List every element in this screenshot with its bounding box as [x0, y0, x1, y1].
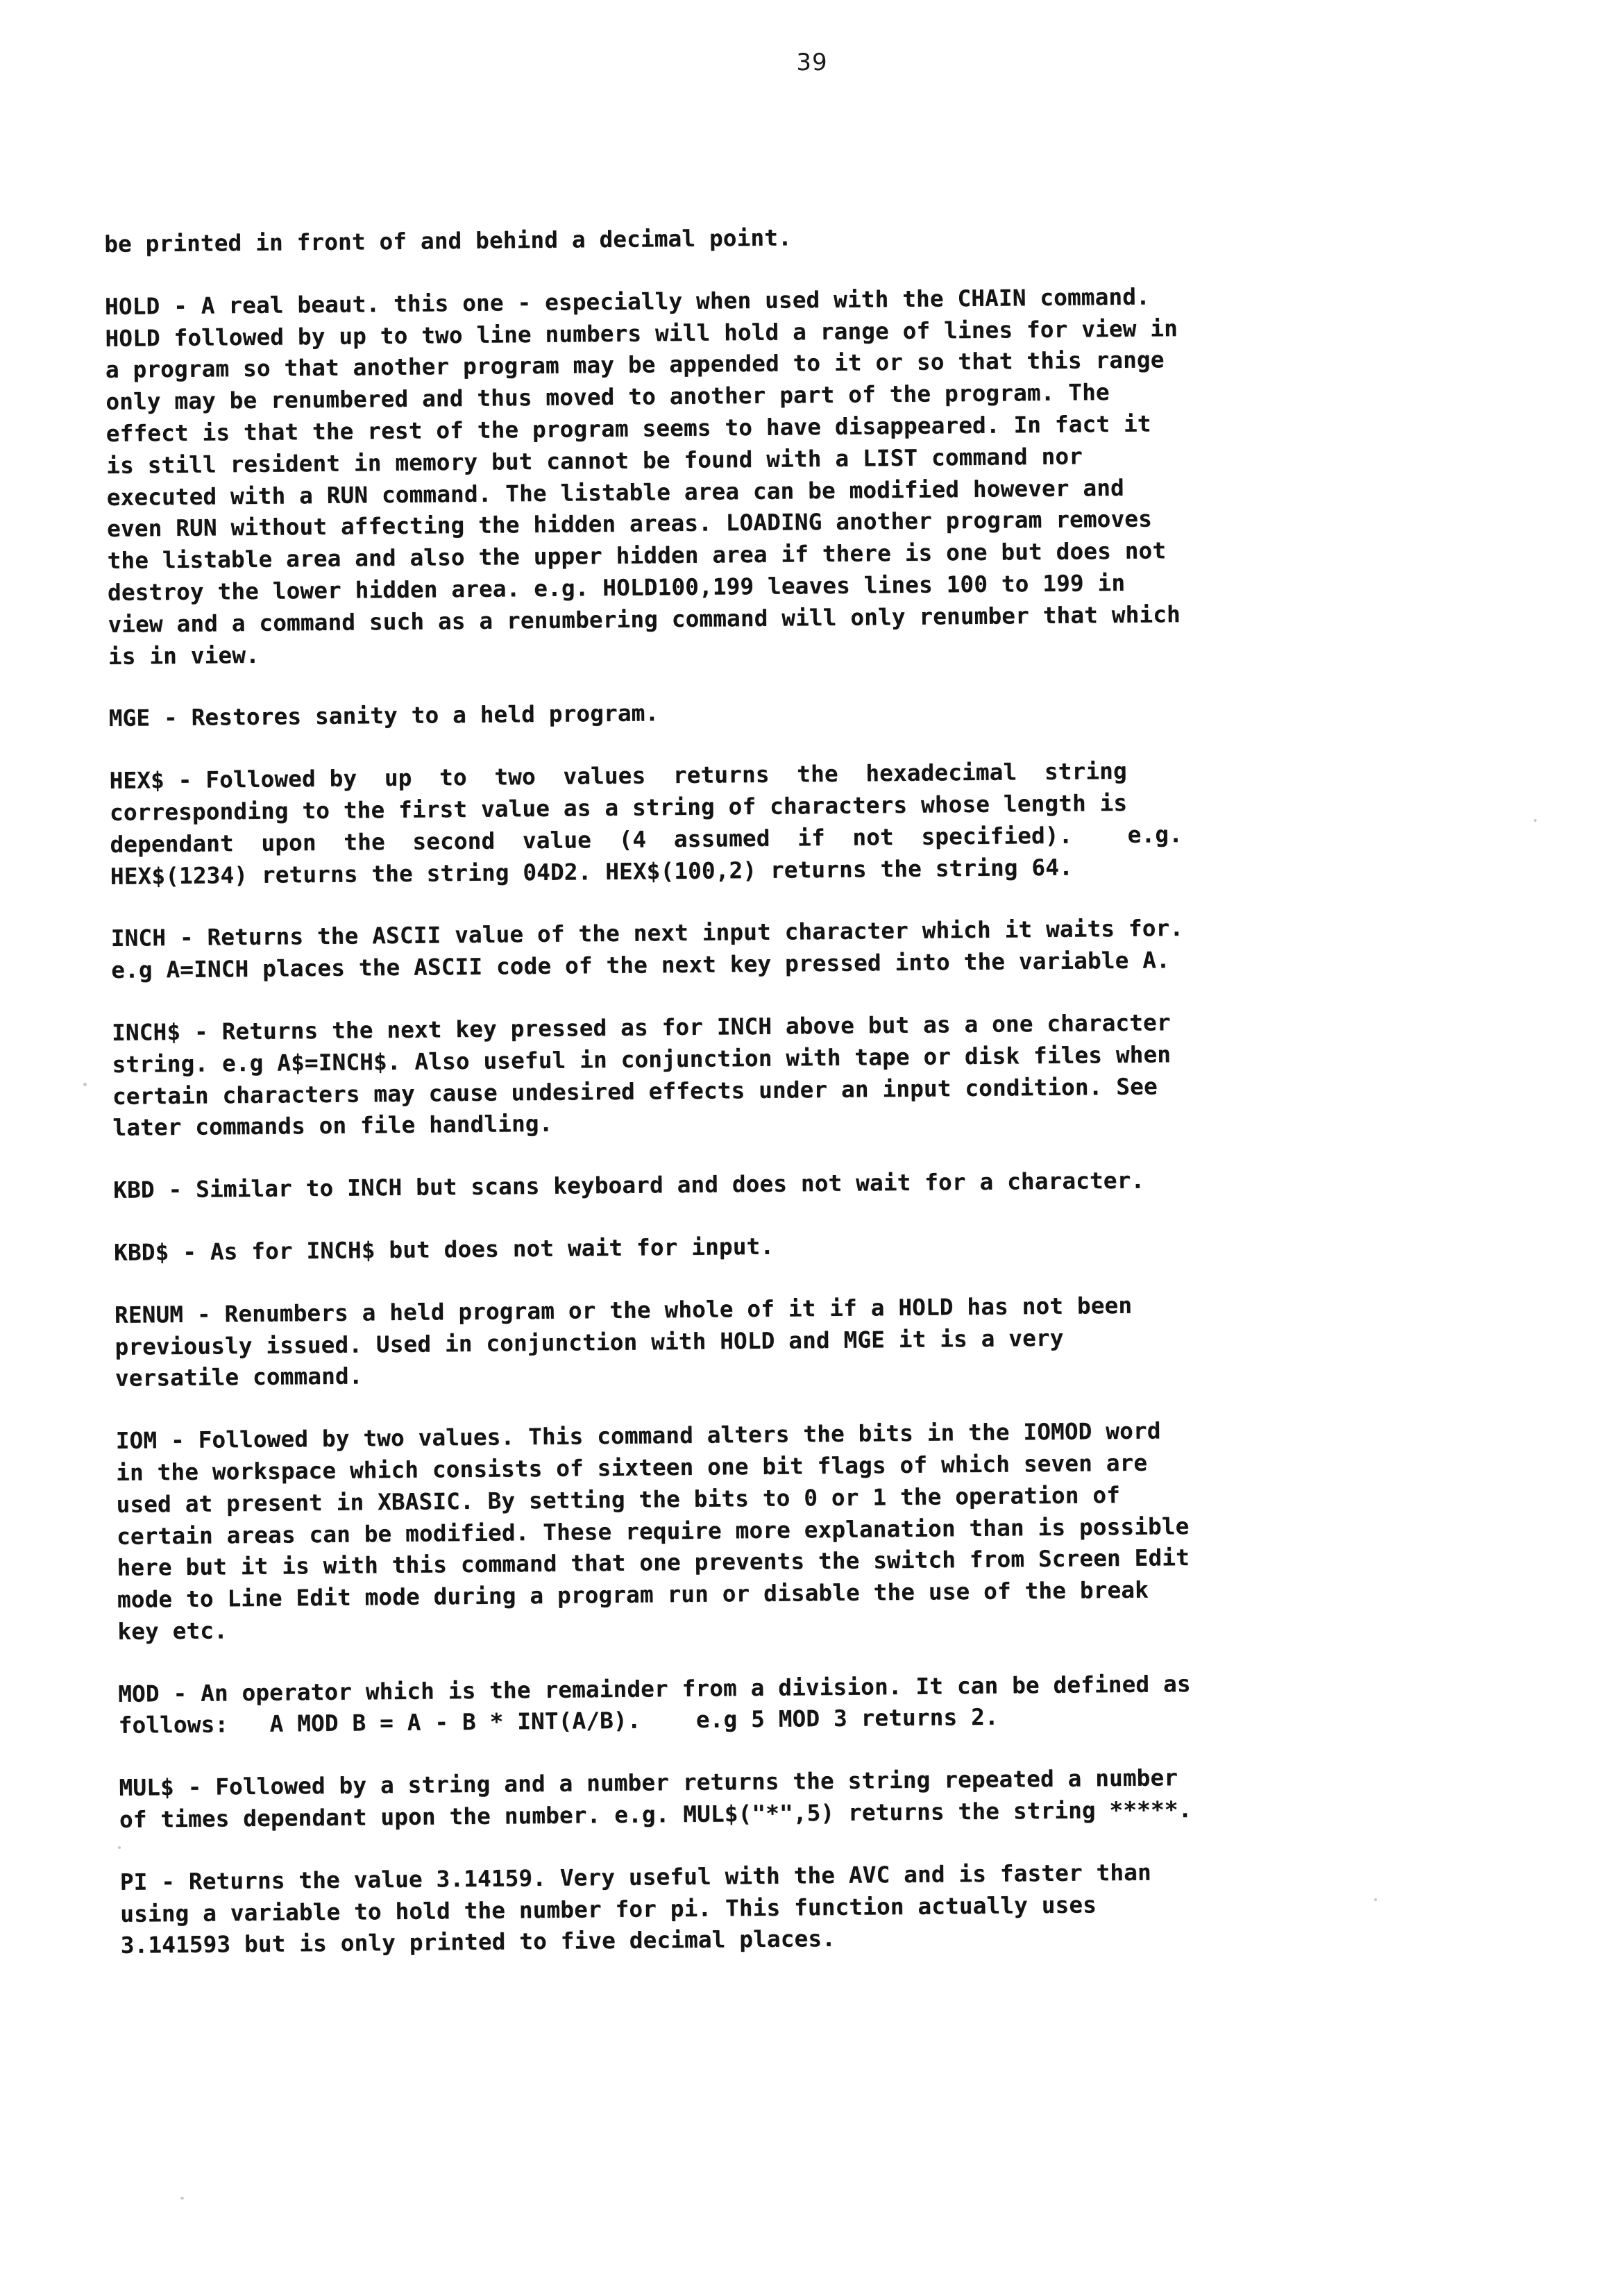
scan-speck — [1534, 819, 1537, 822]
text-line: later commands on file handling. — [112, 1111, 553, 1142]
text-line: MUL$ - Followed by a string and a number returns the string repeated a number — [119, 1764, 1178, 1802]
text-line: only may be renumbered and thus moved to another part of the program. The — [105, 379, 1110, 416]
paragraph-inch-string — [112, 1005, 1432, 1145]
text-line: is in view. — [108, 641, 260, 670]
text-line: 3.141593 but is only printed to five decimal places. — [120, 1925, 836, 1959]
text-line: RENUM - Renumbers a held program or the whole of it if a HOLD has not been — [114, 1292, 1133, 1328]
text-line: mode to Line Edit mode during a program run or disable the use of the break — [117, 1576, 1149, 1614]
paragraph-kbd — [113, 1163, 1432, 1207]
text-line: KBD$ - As for INCH$ but does not wait for input. — [113, 1233, 775, 1266]
scan-speck — [83, 1083, 87, 1086]
text-line: using a variable to hold the number for pi. This function actually uses — [120, 1891, 1097, 1927]
text-line: used at present in XBASIC. By setting the bits to 0 or 1 the operation of — [116, 1481, 1121, 1518]
paragraph-iom — [116, 1413, 1437, 1648]
text-line: follows: A MOD B = A - B * INT(A/B). e.g 5 MOD 3 returns 2. — [118, 1704, 999, 1739]
paragraph-mge — [109, 691, 1428, 735]
text-line: of times dependant upon the number. e.g. MUL$("*",5) returns the string *****. — [119, 1796, 1192, 1833]
paragraph-pi — [120, 1855, 1439, 1963]
paragraph-renum — [115, 1287, 1434, 1395]
text-line: key etc. — [117, 1617, 228, 1645]
text-line: in the workspace which consists of sixteen one bit flags of which seven are — [116, 1449, 1148, 1486]
text-line: HOLD followed by up to two line numbers will hold a range of lines for view in — [105, 314, 1178, 352]
text-line: corresponding to the first value as a string of characters whose length is — [109, 789, 1128, 826]
text-line: certain areas can be modified. These require more explanation than is possible — [116, 1512, 1190, 1550]
scan-speck — [180, 2197, 184, 2200]
text-line: executed with a RUN command. The listable area can be modified however and — [106, 474, 1125, 511]
paragraph-mod — [118, 1666, 1437, 1742]
text-line: view and a command such as a renumbering command will only renumber that which — [108, 600, 1181, 638]
paragraph-mul-string — [119, 1760, 1438, 1837]
typed-text-body — [104, 217, 1439, 1962]
text-line: dependant upon the second value (4 assumed if not specified). e.g. — [110, 820, 1183, 858]
text-line: certain characters may cause undesired effects under an input condition. See — [112, 1073, 1158, 1110]
text-line: HOLD - A real beaut. this one - especially when used with the CHAIN command. — [104, 283, 1151, 320]
text-line: previously issued. Used in conjunction with HOLD and MGE it is a very — [115, 1324, 1064, 1360]
text-line: destroy the lower hidden area. e.g. HOLD100,199 leaves lines 100 to 199 in — [107, 569, 1126, 606]
text-line: MGE - Restores sanity to a held program. — [108, 700, 659, 732]
text-line: is still resident in memory but cannot be found with a LIST command nor — [106, 443, 1083, 479]
text-line: HEX$ - Followed by up to two values returns the hexadecimal string — [109, 758, 1127, 795]
text-line: effect is that the rest of the program seems to have disappeared. In fact it — [105, 410, 1151, 447]
text-line: versatile command. — [115, 1362, 363, 1392]
paragraph-kbd-string — [114, 1225, 1432, 1269]
text-line: INCH$ - Returns the next key pressed as for INCH above but as a one character — [111, 1009, 1171, 1046]
text-line: INCH - Returns the ASCII value of the next input character which it waits for. — [110, 915, 1184, 952]
text-line: MOD - An operator which is the remainder from a division. It can be defined as — [118, 1670, 1191, 1707]
text-line: e.g A=INCH places the ASCII code of the next key pressed into the variable A. — [111, 947, 1171, 984]
scan-speck — [118, 1846, 121, 1849]
paragraph-hex-string — [109, 753, 1429, 893]
page-number: 39 — [796, 49, 828, 76]
text-line: even RUN without affecting the hidden areas. LOADING another program removes — [106, 505, 1153, 543]
text-line: string. e.g A$=INCH$. Also useful in conjunction with tape or disk files when — [112, 1041, 1172, 1078]
text-line: KBD - Similar to INCH but scans keyboard and does not wait for a character. — [113, 1167, 1145, 1204]
paragraph-hold — [105, 279, 1427, 673]
text-line: here but it is with this command that one prevents the switch from Screen Edit — [117, 1544, 1190, 1582]
paragraph-inch — [111, 911, 1430, 987]
text-line: the listable area and also the upper hidden area if there is one but does not — [107, 537, 1167, 575]
text-line: IOM - Followed by two values. This command alters the bits in the IOMOD word — [115, 1417, 1161, 1455]
text-line: a program so that another program may be appended to it or so that this range — [105, 346, 1165, 384]
text-line: PI - Returns the value 3.14159. Very useful with the AVC and is faster than — [119, 1859, 1152, 1896]
text-line: HEX$(1234) returns the string 04D2. HEX$(100,2) returns the string 64. — [110, 854, 1074, 890]
scan-speck — [1374, 1898, 1377, 1901]
text-line: be printed in front of and behind a decimal point. — [104, 224, 793, 258]
